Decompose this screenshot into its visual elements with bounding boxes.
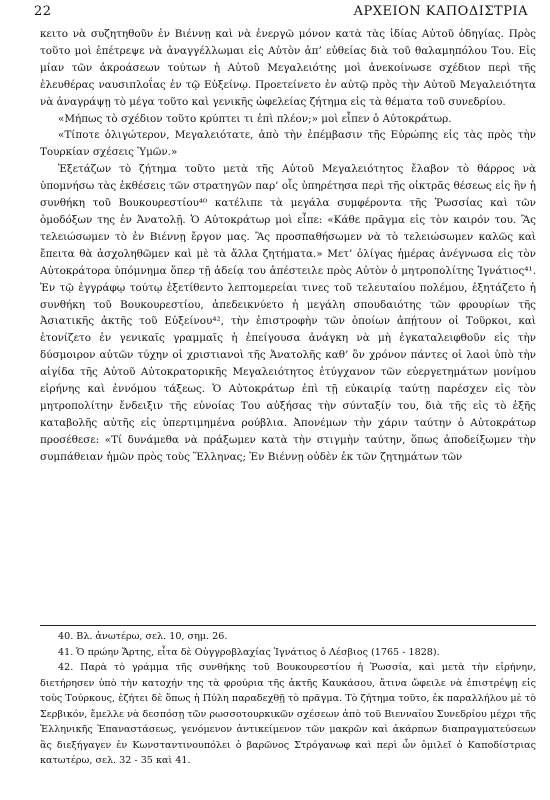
page-header	[14, 4, 536, 22]
footnote: 42. Παρὰ τὸ γράμμα τῆς συνθήκης τοῦ Βουκουρεστίου ἡ Ῥωσσία, καὶ μετὰ τὴν εἰρήνην, διετήρησεν ὑπὸ τὴν κατοχήν της τὰ φρούρια τῆς ἀκτῆς Καυκάσου, ἅτινα ὤφειλε νὰ ἐπιστρέψῃ εἰς τοὺς Τούρκους, ἐζήτει δὲ ὅπως ἡ Πύλη παραδεχθῇ τὸ πρᾶγμα. Τὸ ζήτημα τοῦτο, ἐκ παραλλήλου μὲ τὸ Σερβικόν, ἔμελλε νὰ δεσπόσῃ τῶν ρωσσοτουρκικῶν σχέσεων ἀπὸ τοῦ Βιενναίου Συνεδρίου μέχρι τῆς Ἑλληνικῆς Ἐπαναστάσεως, γενόμενον ἀντικείμενον τῶν μακρῶν καὶ ἀκάρπων διαπραγματεύσεων ἃς διεξήγαγεν ἐν Κωνσταντινουπόλει ὁ βαρῶνος Στρόγανωφ καὶ περὶ ὧν ὁμιλεῖ ὁ Καποδίστριας κατωτέρω, σελ. 32 - 35 καὶ 41.	[40, 662, 536, 766]
paragraph: «Τίποτε ὀλιγώτερον, Μεγαλειότατε, ἀπὸ τὴν ἐπέμβασιν τῆς Εὐρώπης εἰς τὰς πρὸς τὴν Τουρκίαν σχέσεις Ὑμῶν.»	[40, 129, 536, 159]
paragraph: «Μήπως τὸ σχέδιον τοῦτο κρύπτει τι ἐπὶ πλέον;» μοὶ εἶπεν ὁ Αὐτοκράτωρ.	[58, 112, 452, 125]
footnote: 40. Βλ. ἀνωτέρω, σελ. 10, σημ. 26.	[58, 631, 228, 642]
main-text	[40, 26, 536, 466]
paragraph: κειτο νὰ συζητηθοῦν ἐν Βιέννῃ καὶ νὰ ἐνεργῶ μόνον κατὰ τὰς ἰδίας Αὐτοῦ ὁδηγίας. Πρὸς τοῦτο μοὶ ἐπέτρεψε νὰ ἀναγγέλλωμαι εἰς Αὐτὸν ἀπ’ εὐθείας διὰ τοῦ θαλαμηπόλου Του. Εἰς μίαν τῶν ἀκροάσεων τούτων ἡ Αὐτοῦ Μεγαλειότης μοὶ ἀνεκοίνωσε σχέδιον περὶ τῆς ἐλευθέρας ναυσιπλοΐας ἐν τῷ Εὐξείνῳ. Προετείνετο ἐν αὐτῷ πρὸς τὴν Αὐτοῦ Μεγαλειότητα νὰ ἀναγράψῃ τὸ μέγα τοῦτο καὶ γενικῆς ὠφελείας ζήτημα εἰς τὰ θέματα τοῦ συνεδρίου.	[40, 28, 536, 108]
running-title: ΑΡΧΕΙΟΝ ΚΑΠΟΔΙΣΤΡΙΑ	[353, 4, 528, 19]
footnotes	[40, 629, 536, 769]
footnote: 41. Ὁ πρώην Ἄρτης, εἶτα δὲ Οὐγγροβλαχίας Ἰγνάτιος ὁ Λέσβιος (1765 - 1828).	[58, 646, 440, 658]
page-number: 22	[34, 4, 52, 19]
paragraph: Ἐξετάζων τὸ ζήτημα τοῦτο μετὰ τῆς Αὐτοῦ Μεγαλειότητος ἔλαβον τὸ θάρρος νὰ ὑπομνήσω τὰς ἐκθέσεις τῶν στρατηγῶν παρ’ οἷς ὑπηρέτησα περὶ τῆς οἰκτρᾶς θέσεως εἰς ἣν ἡ συνθήκη τοῦ Βουκουρεστίου⁴⁰ κατέλιπε τὰ μεγάλα συμφέροντα τῆς Ῥωσσίας καὶ τῶν ὁμοδόξων της ἐν Ἀνατολῇ. Ὁ Αὐτοκράτωρ μοὶ εἶπε: «Κάθε πρᾶγμα εἰς τὸν καιρόν του. Ἂς τελειώσωμεν τὸ ἐν Βιέννῃ ἔργον μας. Ἂς προσπαθήσωμεν νὰ τὸ τελειώσωμεν καλῶς καὶ ἔπειτα θὰ ἀσχοληθῶμεν καὶ μὲ τὰ ἄλλα ζητήματα.» Μετ’ ὀλίγας ἡμέρας ἀνέγνωσα εἰς τὸν Αὐτοκράτορα ὑπόμνημα ὅπερ τῇ ἀδείᾳ του ἀπέστειλε πρὸς Αὐτὸν ὁ μητροπολίτης Ἰγνάτιος⁴¹. Ἐν τῷ ἐγγράφῳ τούτῳ ἐξετίθεντο λεπτομερείαι τινες τοῦ τελευταίου πολέμου, ἐξητάζετο ἡ συνθήκη τοῦ Βουκουρεστίου, ἀπεδεικνύετο ἡ μεγάλη σπουδαιότης τῶν φρουρίων τῆς Ἀσιατικῆς ἀκτῆς τοῦ Εὐξείνου⁴², τὴν ἐπιστροφὴν τῶν ὁποίων ἀπῄτουν οἱ Τοῦρκοι, καὶ ἐτονίζετο ἐν γενικαῖς γραμμαῖς ἡ ἐπείγουσα ἀνάγκη νὰ μὴ ἐγκαταλειφθοῦν εἰς τὴν δύσμοιρον αὐτῶν τύχην οἱ χριστιανοὶ τῆς Ἀνατολῆς καθ’ ὃν χρόνον πάντες οἱ λαοὶ ὑπὸ τὴν αἰγίδα τῆς Αὐτοῦ Αὐτοκρατορικῆς Μεγαλειότητος ἐτύγχανον τῶν εὐεργετημάτων μονίμου εἰρήνης καὶ ἐννόμου τάξεως. Ὁ Αὐτοκράτωρ ἐπὶ τῇ εὐκαιρίᾳ ταύτῃ παρέσχεν εἰς τὸν μητροπολίτην ἔνδειξιν τῆς εὐνοίας Του αὐξήσας τὴν σύνταξίν του, διὰ τῆς εἰς τὸ ἑξῆς καταβολῆς αὐτῆς εἰς ὑπερτιμημένα ρούβλια. Ἀπονέμων τὴν χάριν ταύτην ὁ Αὐτοκράτωρ προσέθεσε: «Τί δυνάμεθα νὰ πράξωμεν κατὰ τὴν στιγμὴν ταύτην, ὅπως ἀποδείξωμεν τὴν συμπάθειαν ἡμῶν πρὸς τοὺς Ἕλληνας; Ἐν Βιέννῃ οὐδὲν ἐκ τῶν ζητημάτων τῶν	[40, 163, 536, 463]
footnote-divider	[40, 625, 536, 626]
